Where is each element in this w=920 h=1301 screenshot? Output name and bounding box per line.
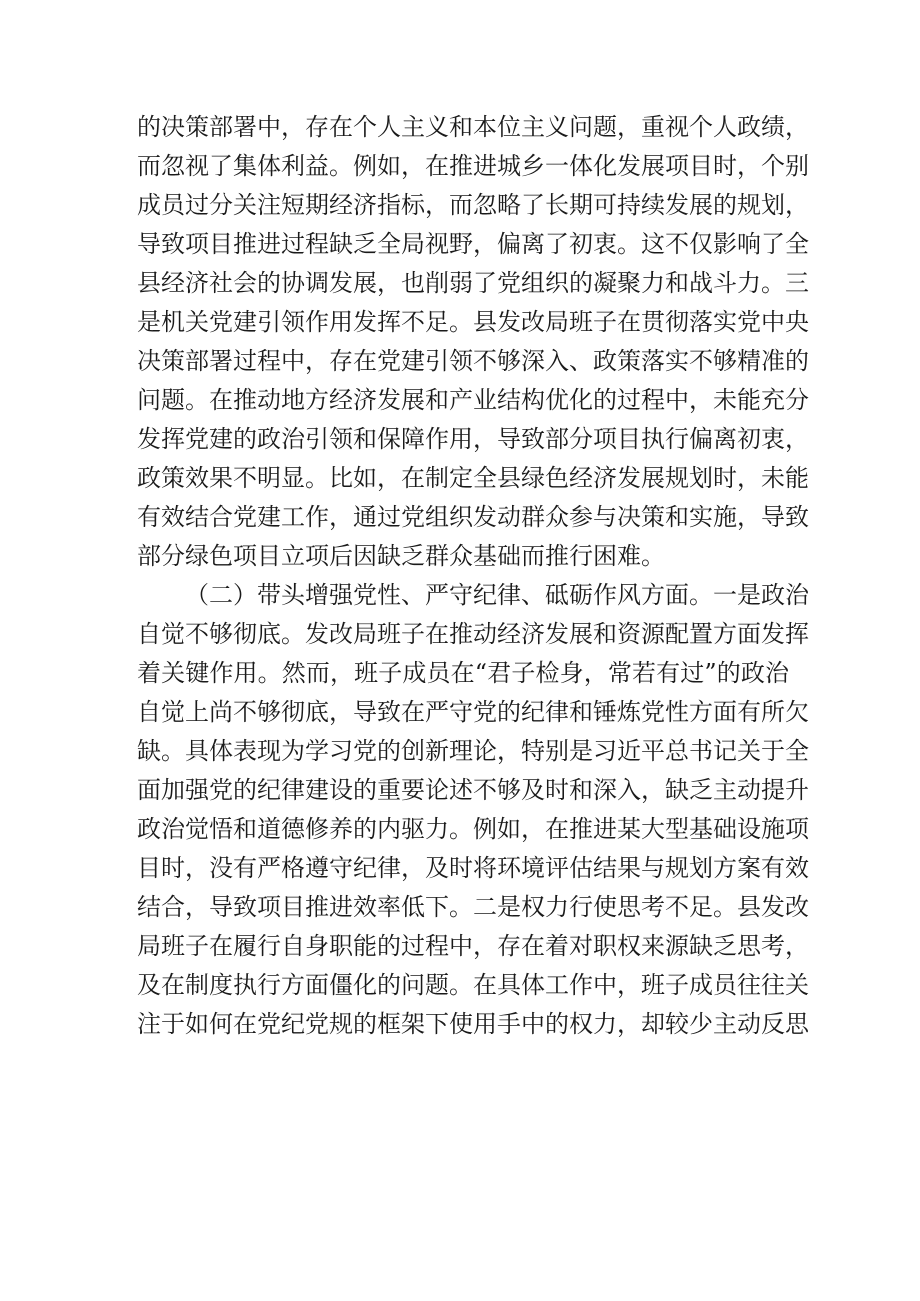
body-text [137, 108, 809, 1044]
text-line: 自觉上尚不够彻底，导致在严守党的纪律和锤炼党性方面有所欠 [137, 698, 809, 726]
text-line: 有效结合党建工作，通过党组织发动群众参与决策和实施，导致 [137, 503, 809, 531]
text-line: 发挥党建的政治引领和保障作用，导致部分项目执行偏离初衷， [137, 425, 809, 453]
text-line: 着关键作用。然而，班子成员在“君子检身，常若有过”的政治 [137, 659, 789, 687]
paragraph-end-line: 部分绿色项目立项后因缺乏群众基础而推行困难。 [137, 542, 665, 570]
text-line: 目时，没有严格遵守纪律，及时将环境评估结果与规划方案有效 [137, 854, 809, 882]
text-line: 缺。具体表现为学习党的创新理论，特别是习近平总书记关于全 [137, 737, 809, 765]
text-line: 县经济社会的协调发展，也削弱了党组织的凝聚力和战斗力。三 [137, 269, 809, 297]
section-heading-line: （二）带头增强党性、严守纪律、砥砺作风方面。一是政治 [185, 581, 809, 609]
text-line: 成员过分关注短期经济指标，而忽略了长期可持续发展的规划， [137, 191, 809, 219]
text-line: 结合，导致项目推进效率低下。二是权力行使思考不足。县发改 [137, 893, 809, 921]
text-line: 注于如何在党纪党规的框架下使用手中的权力，却较少主动反思 [137, 1010, 809, 1038]
text-line: 及在制度执行方面僵化的问题。在具体工作中，班子成员往往关 [137, 971, 809, 999]
text-line: 的决策部署中，存在个人主义和本位主义问题，重视个人政绩， [137, 113, 809, 141]
text-line: 决策部署过程中，存在党建引领不够深入、政策落实不够精准的 [137, 347, 809, 375]
text-line: 是机关党建引领作用发挥不足。县发改局班子在贯彻落实党中央 [137, 308, 809, 336]
text-line: 局班子在履行自身职能的过程中，存在着对职权来源缺乏思考， [137, 932, 809, 960]
text-line: 导致项目推进过程缺乏全局视野，偏离了初衷。这不仅影响了全 [137, 230, 809, 258]
text-line: 面加强党的纪律建设的重要论述不够及时和深入，缺乏主动提升 [137, 776, 809, 804]
text-line: 问题。在推动地方经济发展和产业结构优化的过程中，未能充分 [137, 386, 809, 414]
text-line: 政策效果不明显。比如，在制定全县绿色经济发展规划时，未能 [137, 464, 809, 492]
text-line: 政治觉悟和道德修养的内驱力。例如，在推进某大型基础设施项 [137, 815, 809, 843]
text-line: 而忽视了集体利益。例如，在推进城乡一体化发展项目时，个别 [137, 152, 809, 180]
text-line: 自觉不够彻底。发改局班子在推动经济发展和资源配置方面发挥 [137, 620, 809, 648]
